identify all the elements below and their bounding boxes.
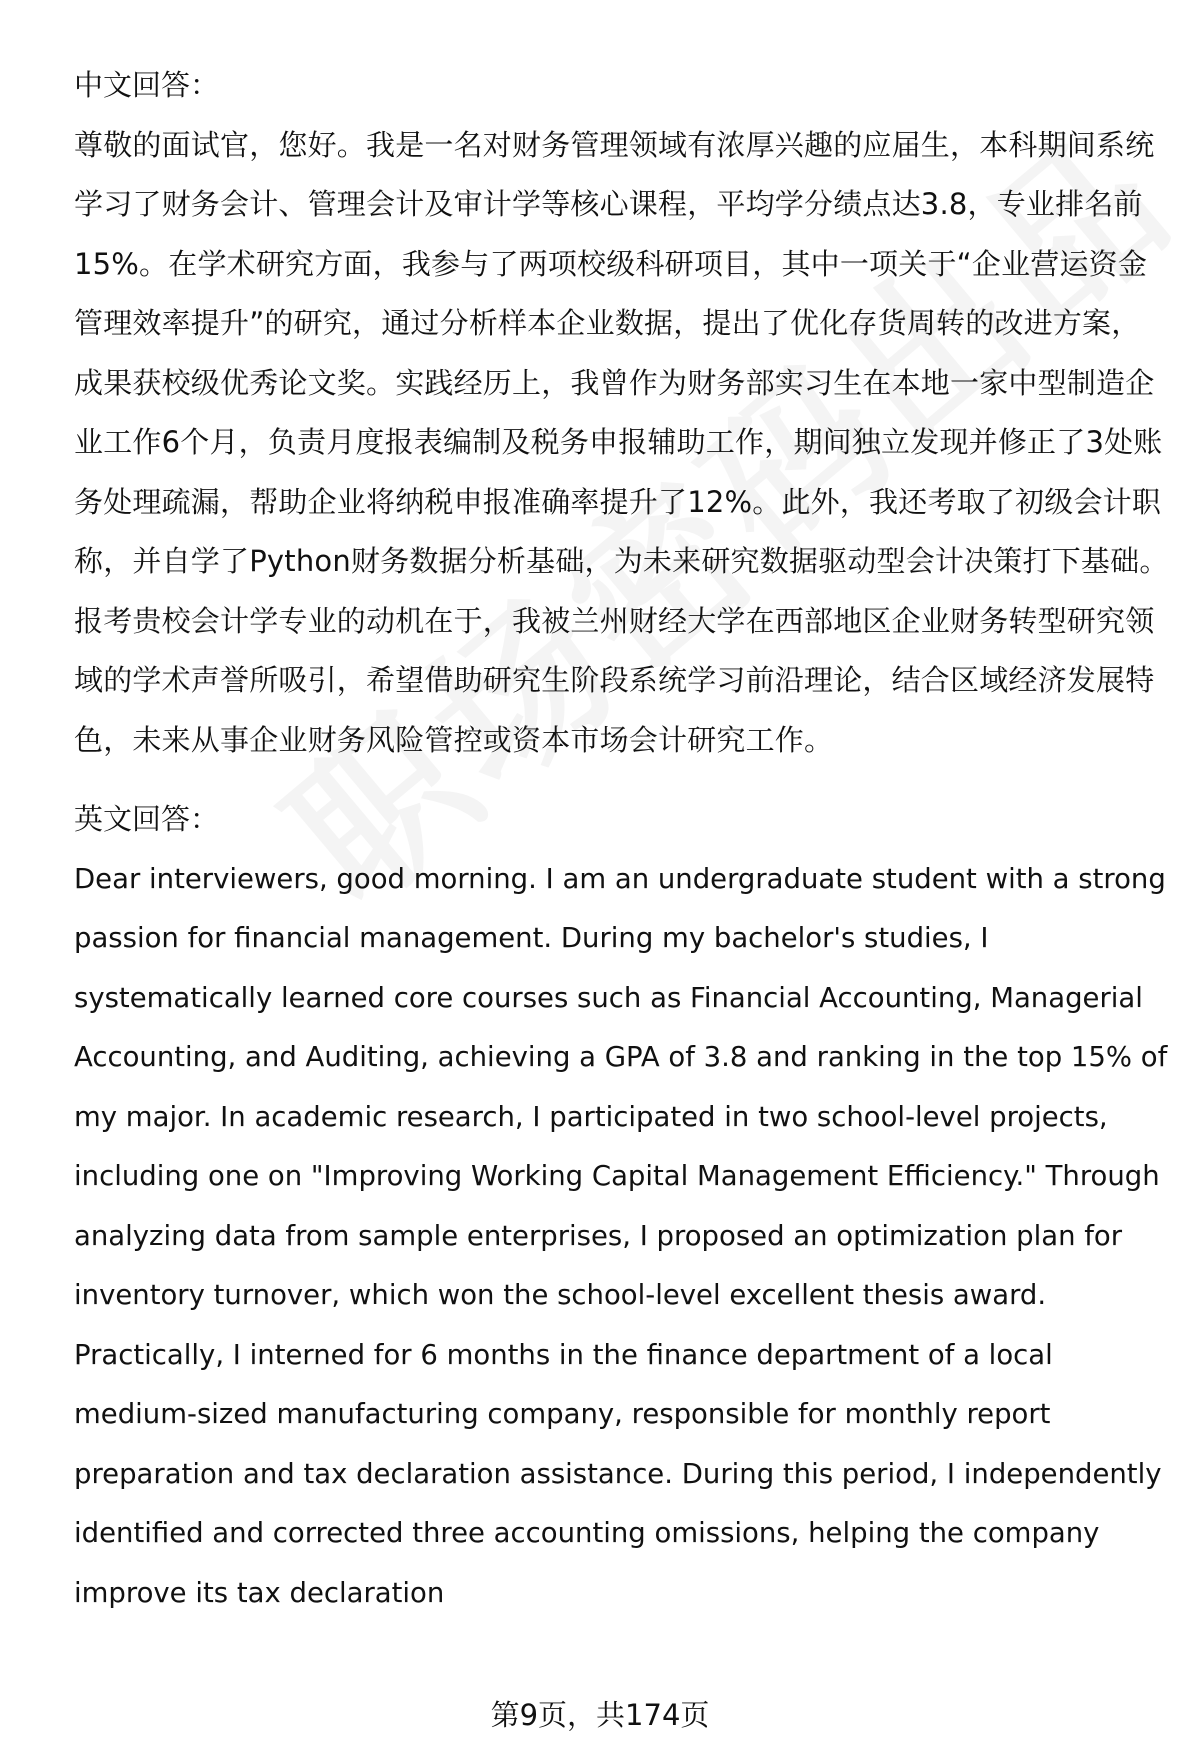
english-answer-label: 英文回答：: [74, 802, 220, 836]
chinese-answer-paragraph: 尊敬的面试官，您好。我是一名对财务管理领域有浓厚兴趣的应届生，本科期间系统学习了财务会计、管理会计及审计学等核心课程，平均学分绩点达3.8，专业排名前15%。在学术研究方面，我参与了两项校级科研项目，其中一项关于“企业营运资金管理效率提升”的研究，通过分析样本企业数据，提出了优化存货周转的改进方案，成果获校级优秀论文奖。实践经历上，我曾作为财务部实习生在本地一家中型制造企业工作6个月，负责月度报表编制及税务申报辅助工作，期间独立发现并修正了3处账务处理疏漏，帮助企业将纳税申报准确率提升了12%。此外，我还考取了初级会计职称，并自学了Python财务数据分析基础，为未来研究数据驱动型会计决策打下基础。报考贵校会计学专业的动机在于，我被兰州财经大学在西部地区企业财务转型研究领域的学术声誉所吸引，希望借助研究生阶段系统学习前沿理论，结合区域经济发展特色，未来从事企业财务风险管控或资本市场会计研究工作。: [74, 127, 1169, 757]
document-content: [74, 56, 1169, 1623]
section-gap: [74, 770, 1169, 790]
page-number-footer: 第9页，共174页: [490, 1698, 710, 1732]
english-answer-paragraph: Dear interviewers, good morning. I am an undergraduate student with a strong passion for financial management. During my bachelor's studies, I systematically learned core courses such as Financial Accounting, Managerial Accounting, and Auditing, achieving a GPA of 3.8 and ranking in the top 15% of my major. In academic research, I participated in two school-level projects, including one on "Improving Working Capital Management Efficiency." Through analyzing data from sample enterprises, I proposed an optimization plan for inventory turnover, which won the school-level excellent thesis award. Practically, I interned for 6 months in the finance department of a local medium-sized manufacturing company, responsible for monthly report preparation and tax declaration assistance. During this period, I independently identified and corrected three accounting omissions, helping the company improve its tax declaration: [74, 862, 1168, 1609]
chinese-answer-label: 中文回答：: [74, 68, 220, 102]
